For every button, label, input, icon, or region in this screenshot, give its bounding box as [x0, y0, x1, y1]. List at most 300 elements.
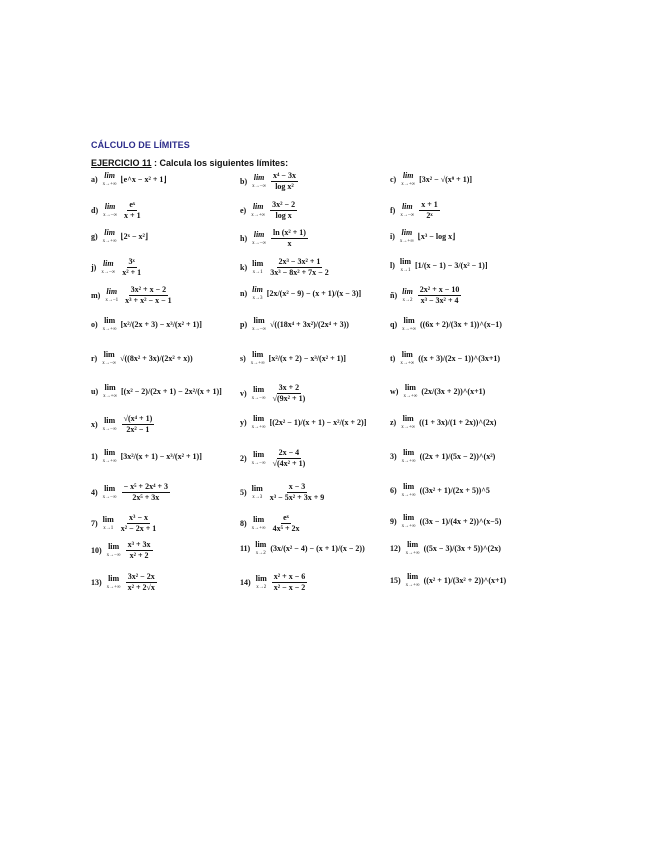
limit-expression — [418, 201, 441, 220]
limit-exercise — [240, 286, 361, 301]
exercise-label: g) — [91, 232, 98, 241]
expression-text: ((2x + 1)/(5x − 2))^(x²) — [419, 452, 496, 461]
limit-exercise — [390, 351, 500, 366]
lim-word: lim — [104, 383, 116, 392]
exercise-label: h) — [240, 234, 248, 243]
limit-operator — [255, 541, 266, 556]
expression-text: ⌊e^x − x² + 1⌋ — [120, 175, 167, 184]
limit-expression — [121, 175, 167, 184]
denominator: x² + 2√x — [127, 583, 155, 592]
lim-word: lim — [402, 414, 414, 423]
exercise-label: b) — [240, 177, 248, 186]
limit-operator — [107, 575, 121, 590]
limit-expression — [420, 486, 490, 495]
denominator: x² + 2 — [129, 551, 149, 560]
exercise-label: 2) — [240, 454, 247, 463]
limit-expression — [421, 387, 485, 396]
denominator: log x — [275, 211, 292, 220]
exercise-label: u) — [91, 387, 99, 396]
exercise-label: k) — [240, 263, 248, 272]
limit-subscript: x→+∞ — [102, 459, 117, 464]
numerator: x⁴ − 3x — [273, 171, 296, 180]
limit-operator — [252, 386, 266, 401]
limit-exercise — [390, 483, 490, 498]
expression-text: [(2x² − 1)/(x + 1) − x²/(x + 2)] — [269, 418, 367, 427]
exercise-label: a) — [91, 175, 98, 184]
fraction — [272, 573, 308, 592]
fraction — [270, 201, 297, 220]
numerator: 3x + 2 — [278, 383, 300, 392]
exercise-label: c) — [390, 175, 397, 184]
lim-word: lim — [402, 287, 413, 296]
lim-word: lim — [108, 542, 120, 551]
exercise-label: 10) — [91, 546, 102, 555]
limit-operator — [252, 516, 266, 531]
lim-word: lim — [252, 202, 264, 211]
lim-word: lim — [106, 287, 118, 296]
limit-expression — [121, 483, 171, 502]
limit-subscript: x→+∞ — [106, 585, 121, 590]
lim-word: lim — [403, 482, 415, 491]
limit-operator — [102, 351, 116, 366]
exercise-label: ñ) — [390, 291, 398, 300]
fraction — [268, 483, 326, 502]
limit-exercise — [91, 317, 202, 332]
limit-subscript: x→+∞ — [102, 239, 117, 244]
numerator: 3ˣ — [128, 257, 135, 266]
limit-expression — [121, 452, 202, 461]
exercise-label: 15) — [390, 576, 401, 585]
limit-subscript: x→+∞ — [399, 239, 414, 244]
limit-subscript: x→+∞ — [103, 394, 118, 399]
limit-expression — [270, 449, 309, 468]
numerator: eˣ — [129, 200, 136, 209]
lim-word: lim — [252, 350, 264, 359]
limit-exercise — [390, 229, 455, 244]
numerator: 3x² + x − 2 — [130, 285, 167, 294]
exercise-heading — [91, 158, 288, 168]
limit-subscript: x→1 — [400, 268, 411, 273]
limit-operator — [400, 258, 411, 273]
limit-expression — [417, 286, 463, 305]
limit-operator — [103, 516, 114, 531]
limit-subscript: x→+∞ — [250, 361, 265, 366]
limit-subscript: x→+∞ — [251, 526, 266, 531]
lim-word: lim — [253, 173, 265, 182]
limit-expression — [419, 175, 472, 184]
fraction — [271, 449, 308, 468]
limit-subscript: x→+∞ — [401, 524, 416, 529]
fraction — [271, 172, 298, 191]
lim-word: lim — [108, 574, 120, 583]
fraction — [271, 514, 302, 533]
limit-exercise — [240, 201, 298, 220]
numerator: 3x² − 2x — [127, 572, 155, 581]
limit-subscript: x→+∞ — [405, 583, 420, 588]
exercise-label: l) — [390, 261, 395, 270]
lim-word: lim — [104, 228, 115, 237]
expression-text: (2x/(3x + 2))^(x+1) — [421, 387, 486, 396]
limit-expression — [270, 418, 367, 427]
limit-subscript: x→+∞ — [405, 551, 420, 556]
limit-operator — [402, 483, 416, 498]
limit-subscript: x→+∞ — [403, 394, 418, 399]
denominator: x² + 1 — [122, 268, 142, 277]
fraction — [126, 573, 157, 592]
expression-text: [(x² − 2)/(2x + 1) − 2x²/(x + 1)] — [121, 387, 222, 396]
denominator: 2x² − 1 — [126, 425, 150, 434]
limit-operator — [105, 288, 118, 303]
expression-text: ⌊x³ − log x⌋ — [417, 232, 456, 241]
fraction — [122, 483, 170, 502]
limit-operator — [252, 415, 266, 430]
lim-word: lim — [255, 540, 267, 549]
fraction — [122, 415, 155, 434]
limit-subscript: x→+∞ — [102, 182, 117, 187]
lim-word: lim — [104, 448, 116, 457]
limit-exercise — [91, 172, 167, 187]
limit-operator — [406, 541, 420, 556]
limit-operator — [400, 351, 414, 366]
denominator: x — [287, 239, 292, 248]
numerator: √(x⁴ + 1) — [123, 414, 153, 423]
limit-expression — [424, 576, 507, 585]
exercise-label: 14) — [240, 578, 251, 587]
limit-subscript: x→2 — [402, 298, 413, 303]
limit-exercise — [240, 541, 365, 556]
lim-word: lim — [104, 202, 116, 211]
denominator: x³ + x² − x − 1 — [125, 296, 172, 305]
limit-exercise — [91, 201, 144, 220]
limit-expression — [267, 483, 327, 502]
limit-exercise — [390, 415, 496, 430]
denominator: √(9x² + 1) — [272, 394, 306, 403]
denominator: √(4x² + 1) — [272, 459, 306, 468]
denominator: x + 1 — [124, 211, 141, 220]
limit-exercise — [240, 514, 303, 533]
expression-text: ((3x − 1)/(4x + 2))^(x−5) — [419, 517, 502, 526]
exercise-label: m) — [91, 291, 101, 300]
limit-subscript: x→−∞ — [251, 396, 266, 401]
limit-exercise — [240, 449, 308, 468]
limit-expression — [121, 201, 144, 220]
numerator: x² + x − 6 — [273, 572, 306, 581]
exercise-label: 12) — [390, 544, 401, 553]
limit-operator — [406, 573, 420, 588]
fraction — [119, 514, 159, 533]
limit-exercise — [390, 201, 441, 220]
expression-text: ((5x − 3)/(3x + 5))^(2x) — [423, 544, 501, 553]
lim-word: lim — [407, 540, 419, 549]
exercise-label: w) — [390, 387, 399, 396]
exercise-label: z) — [390, 418, 397, 427]
limit-subscript: x→−∞ — [102, 495, 117, 500]
limit-operator — [252, 260, 263, 275]
limit-expression — [118, 514, 160, 533]
limit-exercise — [240, 573, 308, 592]
exercise-label: 5) — [240, 488, 247, 497]
limit-expression — [269, 354, 346, 363]
limit-subscript: x→−∞ — [252, 327, 267, 332]
limit-expression — [267, 258, 331, 277]
limit-subscript: x→−∞ — [400, 213, 415, 218]
expression-text: [2x/(x² − 9) − (x + 1)/(x − 3)] — [266, 289, 362, 298]
limit-exercise — [91, 258, 144, 277]
exercise-label: p) — [240, 320, 248, 329]
limit-exercise — [240, 317, 349, 332]
limit-exercise — [91, 449, 202, 464]
limit-subscript: x→3 — [252, 495, 263, 500]
limit-subscript: x→+∞ — [402, 327, 417, 332]
limit-subscript: x→−∞ — [103, 213, 118, 218]
limit-expression — [420, 517, 502, 526]
limit-exercise — [390, 573, 506, 588]
limit-subscript: x→2 — [255, 551, 266, 556]
limit-exercise — [390, 384, 485, 399]
exercise-label: 1) — [91, 452, 98, 461]
denominator: 3x³ − 8x² + 7x − 2 — [270, 268, 329, 277]
lim-word: lim — [104, 316, 116, 325]
limit-operator — [252, 485, 263, 500]
denominator: x² − x − 2 — [273, 583, 306, 592]
exercise-label: s) — [240, 354, 246, 363]
expression-text: [x²/(2x + 3) − x³/(x² + 1)] — [120, 320, 202, 329]
exercise-label: d) — [91, 206, 99, 215]
expression-text: [1/(x − 1) − 3/(x² − 1)] — [415, 261, 488, 270]
numerator: x − 3 — [288, 482, 306, 491]
limit-exercise — [240, 384, 308, 403]
numerator: x³ − x — [129, 513, 149, 522]
exercise-label: 7) — [91, 519, 98, 528]
limit-exercise — [240, 229, 309, 248]
limit-operator — [103, 384, 117, 399]
limit-subscript: x→+∞ — [102, 327, 117, 332]
expression-text: √((8x² + 3x)/(2x² + x)) — [120, 354, 193, 363]
limit-operator — [252, 317, 266, 332]
exercise-label: 4) — [91, 488, 98, 497]
numerator: ln (x² + 1) — [273, 228, 306, 237]
fraction — [271, 229, 308, 248]
exercise-label: f) — [390, 206, 396, 215]
expression-text: √((18x⁴ + 3x²)/(2x⁴ + 3)) — [270, 320, 349, 329]
limit-expression — [418, 232, 455, 241]
exercise-label: e) — [240, 206, 247, 215]
limit-subscript: x→−1 — [105, 298, 119, 303]
limit-subscript: x→3 — [252, 296, 263, 301]
lim-word: lim — [402, 171, 414, 180]
limit-exercise — [390, 449, 495, 464]
limit-operator — [402, 317, 416, 332]
exercise-label: 6) — [390, 486, 397, 495]
limit-subscript: x→+∞ — [400, 361, 415, 366]
lim-word: lim — [253, 515, 265, 524]
lim-word: lim — [403, 448, 415, 457]
document-title: CÁLCULO DE LÍMITES — [91, 140, 190, 150]
numerator: 2x − 4 — [278, 448, 300, 457]
fraction — [271, 384, 308, 403]
limit-exercise — [240, 258, 332, 277]
fraction — [419, 201, 440, 220]
limit-expression — [270, 172, 299, 191]
limit-subscript: x→+∞ — [401, 459, 416, 464]
limit-expression — [269, 201, 298, 220]
limit-subscript: x→−∞ — [252, 184, 267, 189]
limit-subscript: x→−∞ — [102, 361, 117, 366]
limit-exercise — [390, 541, 501, 556]
lim-word: lim — [401, 202, 413, 211]
limit-exercise — [91, 483, 171, 502]
limit-operator — [103, 449, 117, 464]
exercise-label: o) — [91, 320, 98, 329]
lim-word: lim — [253, 385, 265, 394]
lim-word: lim — [253, 230, 265, 239]
limit-operator — [103, 229, 117, 244]
limit-exercise — [390, 317, 502, 332]
exercise-label: i) — [390, 232, 395, 241]
limit-exercise — [91, 286, 175, 305]
limit-expression — [125, 541, 154, 560]
limit-expression — [270, 384, 309, 403]
limit-operator — [401, 415, 415, 430]
exercise-label: q) — [390, 320, 398, 329]
limit-subscript: x→+∞ — [251, 425, 266, 430]
denominator: 4x⁵ + 2x — [272, 524, 300, 533]
expression-text: ((x² + 1)/(3x² + 2))^(x+1) — [423, 576, 507, 585]
lim-word: lim — [404, 383, 416, 392]
limit-operator — [400, 203, 414, 218]
limit-operator — [402, 514, 416, 529]
fraction — [120, 258, 143, 277]
exercise-label: 8) — [240, 519, 247, 528]
numerator: x + 1 — [421, 200, 438, 209]
limit-expression — [420, 452, 496, 461]
limit-operator — [103, 203, 117, 218]
limit-expression — [125, 573, 158, 592]
limit-subscript: x→−∞ — [101, 270, 116, 275]
fraction — [268, 258, 330, 277]
lim-word: lim — [103, 350, 115, 359]
limit-expression — [270, 229, 309, 248]
exercise-label: j) — [91, 263, 97, 272]
lim-word: lim — [399, 257, 411, 266]
limit-exercise — [240, 483, 327, 502]
exercise-label: 11) — [240, 544, 251, 553]
lim-word: lim — [403, 316, 415, 325]
limit-operator — [107, 543, 121, 558]
limit-exercise — [91, 573, 158, 592]
lim-word: lim — [253, 414, 265, 423]
limit-subscript: x→−∞ — [102, 427, 117, 432]
limit-exercise — [91, 415, 155, 434]
exercise-label: x) — [91, 420, 98, 429]
expression-text: ((1 + 3x)/(1 + 2x))^(2x) — [419, 418, 497, 427]
limit-exercise — [390, 286, 462, 305]
numerator: − x⁵ + 2x⁴ + 3 — [123, 482, 169, 491]
limit-expression — [424, 544, 501, 553]
limit-exercise — [390, 514, 501, 529]
lim-word: lim — [252, 285, 263, 294]
limit-operator — [103, 317, 117, 332]
limit-operator — [252, 286, 263, 301]
lim-word: lim — [401, 350, 413, 359]
limit-operator — [103, 417, 117, 432]
expression-text: [x²/(x + 2) − x³/(x² + 1)] — [268, 354, 346, 363]
limit-expression — [418, 354, 500, 363]
numerator: 3x² − 2 — [272, 200, 296, 209]
lim-word: lim — [252, 259, 264, 268]
limit-operator — [402, 288, 413, 303]
fraction — [123, 286, 173, 305]
limit-subscript: x→1 — [252, 270, 263, 275]
lim-word: lim — [104, 484, 116, 493]
denominator: 2ˣ — [426, 211, 433, 220]
limit-expression — [121, 320, 202, 329]
expression-text: [3x² − √(x⁹ + 1)] — [419, 175, 473, 184]
limit-operator — [401, 172, 415, 187]
limit-subscript: x→2 — [256, 585, 267, 590]
limit-exercise — [240, 351, 346, 366]
exercise-label: y) — [240, 418, 247, 427]
exercise-label: t) — [390, 354, 396, 363]
limit-operator — [400, 229, 414, 244]
fraction — [126, 541, 153, 560]
exercise-instruction: : Calcula los siguientes límites: — [151, 158, 289, 168]
expression-text: [3x²/(x + 1) − x³/(x² + 1)] — [120, 452, 202, 461]
limit-expression — [270, 320, 349, 329]
limit-exercise — [390, 258, 488, 273]
limit-exercise — [390, 172, 472, 187]
numerator: eˣ — [283, 513, 289, 522]
limit-operator — [256, 575, 267, 590]
denominator: x³ − 3x² + 4 — [420, 296, 459, 305]
expression-text: ((6x + 2)/(3x + 1))^(x−1) — [420, 320, 502, 329]
exercise-label: 9) — [390, 517, 397, 526]
limit-expression — [420, 320, 502, 329]
limit-operator — [402, 449, 416, 464]
limit-operator — [251, 203, 265, 218]
limit-exercise — [91, 229, 148, 244]
lim-word: lim — [104, 416, 116, 425]
limit-exercise — [91, 514, 159, 533]
limit-operator — [103, 172, 117, 187]
limit-operator — [252, 451, 266, 466]
exercise-number: EJERCICIO 11 — [91, 158, 152, 168]
limit-expression — [122, 286, 174, 305]
lim-word: lim — [251, 484, 263, 493]
limit-expression — [121, 415, 156, 434]
limit-subscript: x→−∞ — [251, 461, 266, 466]
limit-exercise — [240, 172, 299, 191]
limit-exercise — [91, 541, 154, 560]
denominator: log x² — [275, 182, 294, 191]
limit-subscript: x→+∞ — [251, 213, 266, 218]
limit-expression — [120, 354, 193, 363]
lim-word: lim — [104, 171, 115, 180]
denominator: x² − 2x + 1 — [120, 524, 157, 533]
numerator: 2x³ − 3x² + 1 — [278, 257, 321, 266]
limit-operator — [103, 485, 117, 500]
fraction — [418, 286, 462, 305]
limit-exercise — [91, 384, 222, 399]
limit-operator — [252, 174, 266, 189]
numerator: x³ + 3x — [127, 540, 151, 549]
exercise-label: v) — [240, 389, 247, 398]
exercise-label: 3) — [390, 452, 397, 461]
limit-subscript: x→1 — [103, 526, 114, 531]
exercise-label: r) — [91, 354, 98, 363]
limit-operator — [252, 231, 266, 246]
exercise-label: n) — [240, 289, 248, 298]
